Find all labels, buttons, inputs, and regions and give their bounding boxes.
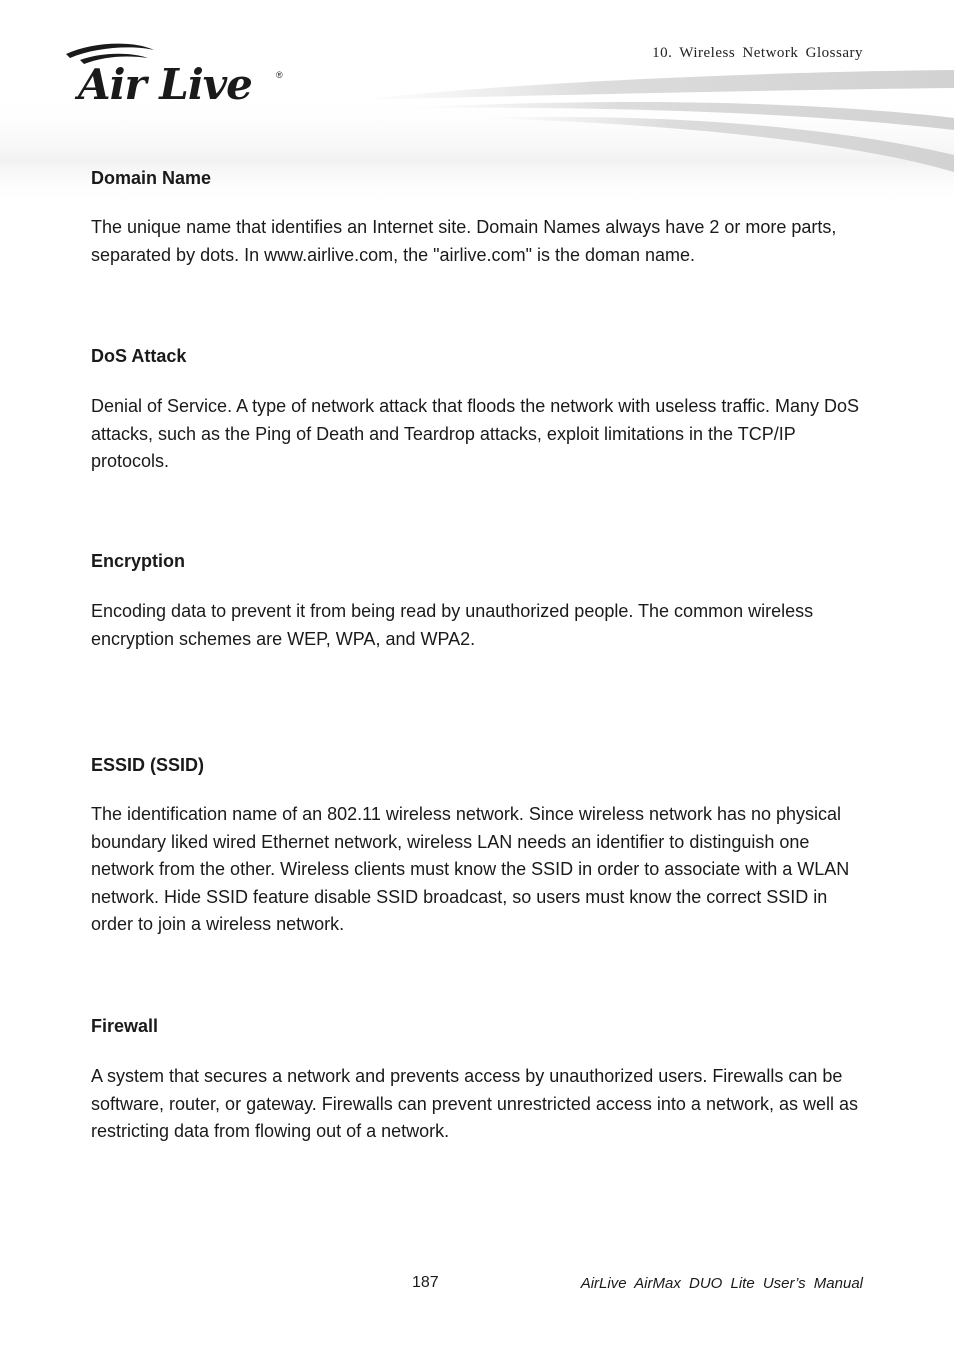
term-definition: Denial of Service. A type of network attack that floods the network with useless traffic. Many DoS attacks, such as the Ping of Death and Teardrop attacks, exploit limitations in the TCP/IP protocols. xyxy=(91,396,860,472)
term-definition: A system that secures a network and prevents access by unauthorized users. Firewalls can be software, router, or gateway. Firewalls can prevent unrestricted access into a network, as well as restricting data from flowing out of a network. xyxy=(91,1066,859,1142)
page-number: 187 xyxy=(412,1274,439,1291)
manual-title: AirLive AirMax DUO Lite User’s Manual xyxy=(580,1275,863,1292)
airlive-logo xyxy=(62,40,292,110)
chapter-title: 10. Wireless Network Glossary xyxy=(652,45,863,61)
logo-text: Air Live xyxy=(78,60,252,109)
term-definition: The unique name that identifies an Internet site. Domain Names always have 2 or more parts, separated by dots. In www.airlive.com, the "airlive.com" is the doman name. xyxy=(91,217,837,265)
logo-registered-mark: ® xyxy=(276,70,283,80)
term-heading: Encryption xyxy=(91,551,186,571)
term-heading: Domain Name xyxy=(91,168,212,188)
term-heading: ESSID (SSID) xyxy=(91,755,205,775)
term-heading: Firewall xyxy=(91,1016,159,1036)
term-definition: The identification name of an 802.11 wireless network. Since wireless network has no physical boundary liked wired Ethernet network, wireless LAN needs an identifier to distinguish one network from the other. Wireless clients must know the SSID in order to associate with a WLAN network. Hide SSID feature disable SSID broadcast, so users must know the correct SSID in order to join a wireless network. xyxy=(91,804,850,935)
term-definition: Encoding data to prevent it from being read by unauthorized people. The common wireless encryption schemes are WEP, WPA, and WPA2. xyxy=(91,601,814,649)
term-heading: DoS Attack xyxy=(91,346,187,366)
